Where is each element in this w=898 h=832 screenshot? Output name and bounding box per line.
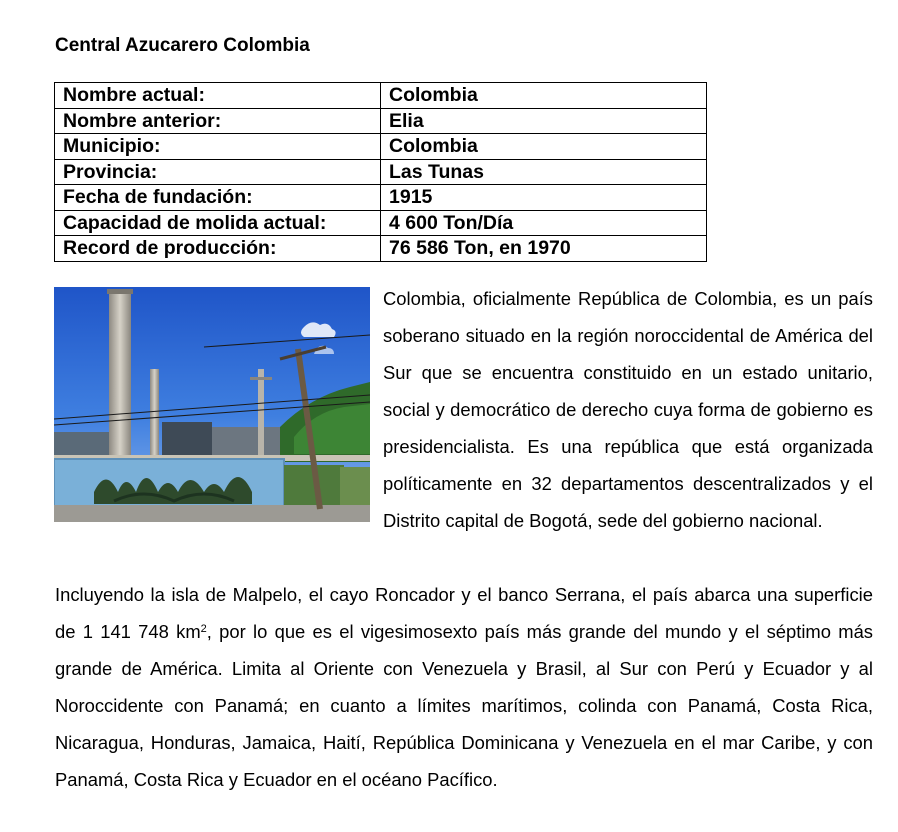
table-row — [55, 159, 707, 185]
row-value: 76 586 Ton, en 1970 — [381, 236, 707, 262]
row-label: Capacidad de molida actual: — [55, 210, 381, 236]
row-label: Nombre anterior: — [55, 108, 381, 134]
document-title: Central Azucarero Colombia — [55, 35, 310, 56]
table-row — [55, 210, 707, 236]
table-row — [55, 185, 707, 211]
table-row — [55, 83, 707, 109]
paragraph-colombia-intro — [55, 280, 873, 540]
row-label: Provincia: — [55, 159, 381, 185]
paragraph-text: Colombia, oficialmente República de Colombia, es un país soberano situado en la región noroccidental de América del Sur que se encuentra constituido en un estado unitario, social y democrático de derecho cuya forma de gobierno es presidencialista. Es una república que está organizada políticamente en 32 departamentos descentralizados y el Distrito capital de Bogotá, sede del gobierno nacional. — [383, 288, 873, 531]
row-value: 4 600 Ton/Día — [381, 210, 707, 236]
paragraph-colombia-geography — [55, 576, 873, 798]
row-label: Municipio: — [55, 134, 381, 160]
table-row — [55, 108, 707, 134]
row-value: Colombia — [381, 83, 707, 109]
row-value: Elia — [381, 108, 707, 134]
row-label: Nombre actual: — [55, 83, 381, 109]
paragraph-text-after: , por lo que es el vigesimosexto país más grande del mundo y el séptimo más grande de América. Limita al Oriente con Venezuela y Brasil, al Sur con Perú y Ecuador y al Noroccidente con Panamá; en cuanto a límites marítimos, colinda con Panamá, Costa Rica, Nicaragua, Honduras, Jamaica, Haití, República Dominicana y Venezuela en el mar Caribe, y con Panamá, Costa Rica y Ecuador en el océano Pacífico. — [55, 621, 873, 790]
superscript: 2 — [200, 623, 207, 635]
row-label: Record de producción: — [55, 236, 381, 262]
table-row — [55, 134, 707, 160]
row-value: Las Tunas — [381, 159, 707, 185]
info-table — [54, 82, 707, 262]
row-label: Fecha de fundación: — [55, 185, 381, 211]
photo-wrap-spacer — [55, 280, 383, 540]
paragraph-text-before: Incluyendo la isla de Malpelo, el cayo Roncador y el banco Serrana, el país abarca una superficie de 1 141 748 km — [55, 584, 873, 642]
row-value: 1915 — [381, 185, 707, 211]
row-value: Colombia — [381, 134, 707, 160]
table-row — [55, 236, 707, 262]
